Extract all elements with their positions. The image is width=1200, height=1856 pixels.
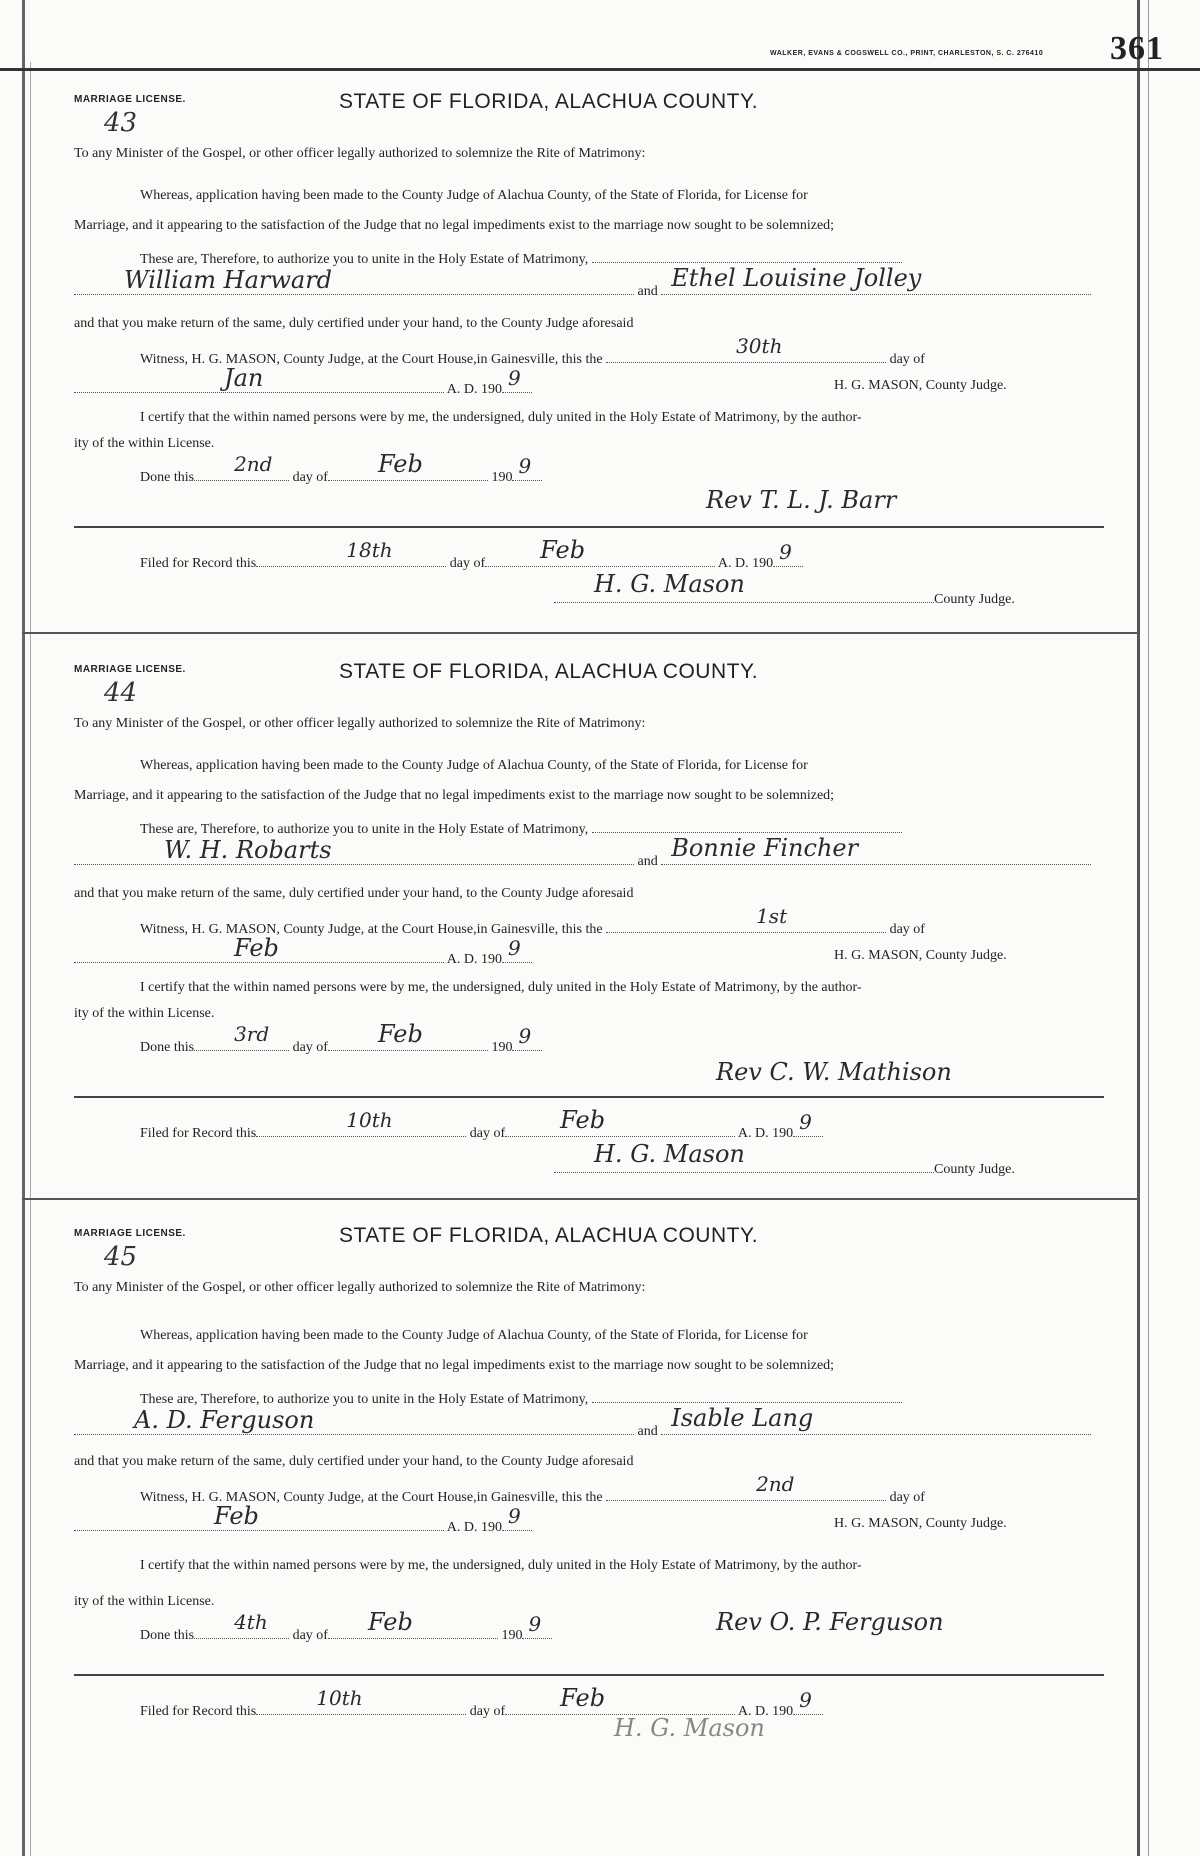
filed-ad-text: A. D. 190 bbox=[737, 1126, 794, 1141]
certify-line-2: ity of the within License. bbox=[74, 436, 215, 451]
salutation: To any Minister of the Gospel, or other officer legally authorized to solemnize the Rite of Matrimony: bbox=[74, 146, 646, 161]
entry-separator bbox=[22, 1198, 1138, 1200]
witness-year-field bbox=[502, 366, 532, 393]
groom-field bbox=[74, 266, 634, 295]
filed-year: 9 bbox=[799, 1688, 812, 1712]
license-label: MARRIAGE LICENSE. bbox=[74, 1228, 186, 1239]
filed-day: 10th bbox=[316, 1686, 363, 1710]
judge-handwritten-signature: H. G. Mason bbox=[614, 1714, 765, 1742]
done-year-field bbox=[512, 1024, 542, 1051]
whereas-line-1: Whereas, application having been made to the County Judge of Alachua County, of the State of Florida, for License for bbox=[140, 758, 808, 773]
license-label: MARRIAGE LICENSE. bbox=[74, 664, 186, 675]
done-month: Feb bbox=[377, 1020, 423, 1048]
these-are-text: These are, Therefore, to authorize you to unite in the Holy Estate of Matrimony, bbox=[140, 252, 589, 267]
witness-text: Witness, H. G. MASON, County Judge, at the Court House,in Gainesville, this the bbox=[140, 352, 603, 367]
done-this-text: Done this bbox=[140, 1040, 195, 1055]
filed-year-field bbox=[793, 1688, 823, 1715]
certify-line-1: I certify that the within named persons were by me, the undersigned, duly united in the Holy Estate of Matrimony, by the author- bbox=[140, 980, 862, 995]
day-of-text: day of bbox=[889, 1490, 925, 1505]
page-number: 361 bbox=[1110, 30, 1164, 67]
top-rule bbox=[0, 68, 1200, 71]
officiant-signature: Rev O. P. Ferguson bbox=[716, 1608, 944, 1636]
witness-day: 2nd bbox=[756, 1472, 795, 1496]
license-label: MARRIAGE LICENSE. bbox=[74, 94, 186, 105]
done-year: 9 bbox=[518, 454, 532, 478]
done-day-field bbox=[194, 1022, 289, 1051]
filed-day-field bbox=[256, 1108, 466, 1137]
done-day-of-text: day of bbox=[292, 470, 328, 485]
done-month: Feb bbox=[377, 450, 423, 478]
witness-year: 9 bbox=[507, 366, 521, 390]
done-month-field bbox=[328, 1608, 498, 1639]
witness-day-field bbox=[606, 334, 886, 363]
filed-text: Filed for Record this bbox=[140, 556, 257, 571]
day-of-text: day of bbox=[889, 352, 925, 367]
done-day: 2nd bbox=[234, 452, 273, 476]
state-title: STATE OF FLORIDA, ALACHUA COUNTY. bbox=[339, 660, 759, 683]
filed-day-of-text: day of bbox=[469, 1126, 506, 1141]
witness-year: 9 bbox=[507, 1504, 521, 1528]
witness-day: 1st bbox=[756, 904, 788, 928]
right-margin-rule bbox=[1137, 0, 1140, 1856]
certify-line-1: I certify that the within named persons were by me, the undersigned, duly united in the Holy Estate of Matrimony, by the author- bbox=[140, 1558, 862, 1573]
witness-year-field bbox=[502, 936, 532, 963]
done-year-text: 190 bbox=[491, 1040, 513, 1055]
day-of-text: day of bbox=[889, 922, 925, 937]
witness-day: 30th bbox=[736, 334, 783, 358]
witness-year: 9 bbox=[507, 936, 521, 960]
witness-year-field bbox=[502, 1504, 532, 1531]
done-year-text: 190 bbox=[491, 470, 513, 485]
certify-line-2: ity of the within License. bbox=[74, 1006, 215, 1021]
these-are-text: These are, Therefore, to authorize you to unite in the Holy Estate of Matrimony, bbox=[140, 1392, 589, 1407]
county-judge-label: County Judge. bbox=[934, 592, 1015, 607]
ad-text: A. D. 190 bbox=[446, 1520, 502, 1535]
certify-line-1: I certify that the within named persons were by me, the undersigned, duly united in the Holy Estate of Matrimony, by the author- bbox=[140, 410, 862, 425]
filed-month: Feb bbox=[560, 1684, 606, 1712]
license-number: 45 bbox=[104, 1242, 138, 1272]
whereas-line-1: Whereas, application having been made to the County Judge of Alachua County, of the State of Florida, for License for bbox=[140, 1328, 808, 1343]
bride-name: Isable Lang bbox=[671, 1404, 814, 1432]
done-month: Feb bbox=[367, 1608, 413, 1636]
whereas-line-2: Marriage, and it appearing to the satisfaction of the Judge that no legal impediments exist to the marriage now sought to be solemnized; bbox=[74, 788, 835, 803]
bride-field bbox=[661, 834, 1091, 865]
these-are-text: These are, Therefore, to authorize you to unite in the Holy Estate of Matrimony, bbox=[140, 822, 589, 837]
right-outer-rule bbox=[1148, 0, 1149, 1856]
groom-field bbox=[74, 836, 634, 865]
witness-day-field bbox=[606, 1472, 886, 1501]
witness-month: Feb bbox=[214, 1502, 259, 1530]
printer-imprint: WALKER, EVANS & COGSWELL CO., PRINT, CHARLESTON, S. C. 276410 bbox=[770, 50, 1044, 57]
witness-month: Jan bbox=[224, 364, 264, 392]
filed-month: Feb bbox=[540, 536, 586, 564]
groom-field bbox=[74, 1406, 634, 1435]
done-day-field bbox=[194, 452, 289, 481]
left-margin-rule bbox=[22, 0, 25, 1856]
filed-day-field bbox=[256, 538, 446, 567]
filed-month-field bbox=[485, 536, 715, 567]
whereas-line-2: Marriage, and it appearing to the satisfaction of the Judge that no legal impediments exist to the marriage now sought to be solemnized; bbox=[74, 218, 835, 233]
return-line: and that you make return of the same, duly certified under your hand, to the County Judge aforesaid bbox=[74, 1454, 634, 1469]
county-judge-label: County Judge. bbox=[934, 1162, 1015, 1177]
filing-divider bbox=[74, 1096, 1104, 1098]
done-day: 4th bbox=[234, 1610, 268, 1634]
officiant-signature: Rev T. L. J. Barr bbox=[706, 486, 897, 514]
filed-month: Feb bbox=[560, 1106, 606, 1134]
done-this-text: Done this bbox=[140, 470, 195, 485]
filed-day-field bbox=[256, 1686, 466, 1715]
filing-divider bbox=[74, 1674, 1104, 1676]
dotted-fill bbox=[592, 1388, 902, 1403]
and-text: and bbox=[637, 1424, 658, 1439]
done-day: 3rd bbox=[234, 1022, 270, 1046]
done-year: 9 bbox=[528, 1612, 542, 1636]
done-day-field bbox=[194, 1610, 289, 1639]
filed-day: 10th bbox=[346, 1108, 393, 1132]
witness-text: Witness, H. G. MASON, County Judge, at the Court House,in Gainesville, this the bbox=[140, 1490, 603, 1505]
salutation: To any Minister of the Gospel, or other officer legally authorized to solemnize the Rite of Matrimony: bbox=[74, 1280, 646, 1295]
return-line: and that you make return of the same, duly certified under your hand, to the County Judge aforesaid bbox=[74, 316, 634, 331]
filed-month-field bbox=[505, 1106, 735, 1137]
filed-year-field bbox=[793, 1110, 823, 1137]
judge-handwritten-signature: H. G. Mason bbox=[594, 1140, 745, 1168]
judge-signature-line: H. G. MASON, County Judge. bbox=[834, 1516, 1007, 1531]
and-text: and bbox=[637, 284, 658, 299]
bride-field bbox=[661, 264, 1091, 295]
bride-name: Ethel Louisine Jolley bbox=[671, 264, 922, 292]
bride-name: Bonnie Fincher bbox=[671, 834, 859, 862]
filed-day: 18th bbox=[346, 538, 393, 562]
filing-divider bbox=[74, 526, 1104, 528]
judge-signature-field bbox=[554, 570, 934, 603]
done-month-field bbox=[328, 450, 488, 481]
judge-handwritten-signature: H. G. Mason bbox=[594, 570, 745, 598]
dotted-fill bbox=[592, 818, 902, 833]
salutation: To any Minister of the Gospel, or other officer legally authorized to solemnize the Rite of Matrimony: bbox=[74, 716, 646, 731]
witness-text: Witness, H. G. MASON, County Judge, at the Court House,in Gainesville, this the bbox=[140, 922, 603, 937]
done-this-text: Done this bbox=[140, 1628, 195, 1643]
filed-month-field bbox=[505, 1684, 735, 1715]
witness-day-field bbox=[606, 904, 886, 933]
filed-text: Filed for Record this bbox=[140, 1704, 257, 1719]
done-day-of-text: day of bbox=[292, 1628, 328, 1643]
certify-line-2: ity of the within License. bbox=[74, 1594, 215, 1609]
done-year: 9 bbox=[518, 1024, 532, 1048]
filed-day-of-text: day of bbox=[469, 1704, 506, 1719]
filed-year: 9 bbox=[779, 540, 792, 564]
ad-text: A. D. 190 bbox=[446, 952, 502, 967]
witness-month-field bbox=[74, 364, 444, 393]
state-title: STATE OF FLORIDA, ALACHUA COUNTY. bbox=[339, 90, 759, 113]
whereas-line-1: Whereas, application having been made to the County Judge of Alachua County, of the State of Florida, for License for bbox=[140, 188, 808, 203]
witness-month: Feb bbox=[234, 934, 279, 962]
done-year-field bbox=[512, 454, 542, 481]
witness-month-field bbox=[74, 1502, 444, 1531]
bride-field bbox=[661, 1404, 1091, 1435]
filed-ad-text: A. D. 190 bbox=[717, 556, 774, 571]
license-number: 44 bbox=[104, 678, 138, 708]
filed-text: Filed for Record this bbox=[140, 1126, 257, 1141]
groom-name: William Harward bbox=[124, 266, 333, 294]
judge-signature-field bbox=[554, 1140, 934, 1173]
filed-ad-text: A. D. 190 bbox=[737, 1704, 794, 1719]
witness-month-field bbox=[74, 934, 444, 963]
entry-separator bbox=[22, 632, 1138, 634]
done-day-of-text: day of bbox=[292, 1040, 328, 1055]
done-month-field bbox=[328, 1020, 488, 1051]
judge-signature-line: H. G. MASON, County Judge. bbox=[834, 948, 1007, 963]
filed-year: 9 bbox=[799, 1110, 812, 1134]
ad-text: A. D. 190 bbox=[446, 382, 502, 397]
and-text: and bbox=[637, 854, 658, 869]
done-year-field bbox=[522, 1612, 552, 1639]
state-title: STATE OF FLORIDA, ALACHUA COUNTY. bbox=[339, 1224, 759, 1247]
left-inner-rule bbox=[30, 62, 31, 1856]
return-line: and that you make return of the same, duly certified under your hand, to the County Judge aforesaid bbox=[74, 886, 634, 901]
officiant-signature: Rev C. W. Mathison bbox=[716, 1058, 952, 1086]
done-year-text: 190 bbox=[501, 1628, 523, 1643]
license-number: 43 bbox=[104, 108, 138, 138]
filed-day-of-text: day of bbox=[449, 556, 486, 571]
groom-name: A. D. Ferguson bbox=[134, 1406, 315, 1434]
judge-signature-line: H. G. MASON, County Judge. bbox=[834, 378, 1007, 393]
dotted-fill bbox=[592, 248, 902, 263]
filed-year-field bbox=[773, 540, 803, 567]
groom-name: W. H. Robarts bbox=[164, 836, 332, 864]
whereas-line-2: Marriage, and it appearing to the satisfaction of the Judge that no legal impediments exist to the marriage now sought to be solemnized; bbox=[74, 1358, 835, 1373]
